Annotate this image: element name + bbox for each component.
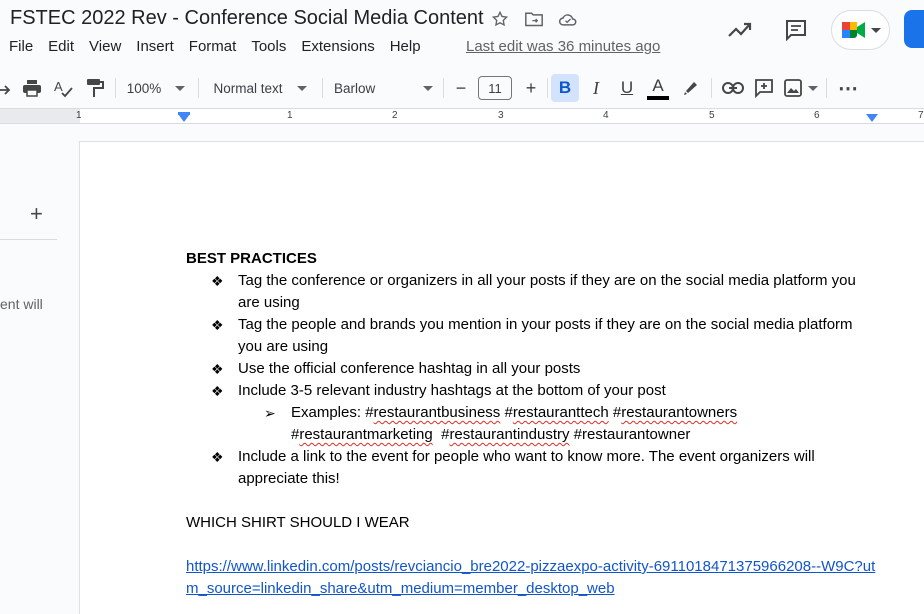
- add-comment-icon[interactable]: [752, 70, 776, 106]
- move-folder-icon[interactable]: [523, 8, 545, 30]
- list-item-text: Include 3-5 relevant industry hashtags at the bottom of your post: [238, 382, 666, 399]
- chevron-down-icon: [175, 86, 185, 91]
- examples-prefix: Examples:: [291, 404, 366, 421]
- ruler-label: 3: [498, 110, 504, 121]
- ruler: [0, 108, 924, 124]
- ruler-margin-left: [0, 109, 80, 123]
- list-item-text: Use the official conference hashtag in all your posts: [238, 360, 581, 377]
- title-bar: [0, 0, 924, 66]
- more-options-icon[interactable]: ⋯: [838, 77, 858, 100]
- menu-tools[interactable]: Tools: [251, 38, 287, 55]
- italic-button[interactable]: I: [593, 77, 599, 98]
- list-item: [186, 270, 876, 314]
- bullet-diamond-icon: ❖: [211, 317, 224, 333]
- bold-button[interactable]: [551, 70, 579, 106]
- heading-which-shirt: WHICH SHIRT SHOULD I WEAR: [186, 514, 410, 531]
- ruler-label: 6: [814, 110, 820, 121]
- text-color-swatch: [647, 96, 669, 100]
- bullet-diamond-icon: ❖: [211, 361, 224, 377]
- font-select[interactable]: [334, 70, 438, 106]
- sub-list-item: [186, 402, 876, 446]
- paint-format-icon[interactable]: [84, 70, 106, 106]
- document-body[interactable]: [186, 248, 876, 600]
- share-button[interactable]: [904, 10, 924, 48]
- menu-bar: [9, 38, 436, 55]
- menu-help[interactable]: Help: [389, 38, 421, 55]
- list-item: [186, 446, 876, 490]
- paragraph-style-select[interactable]: [208, 70, 312, 106]
- meet-button[interactable]: [831, 10, 890, 50]
- linkedin-post-link[interactable]: https://www.linkedin.com/posts/revciancio_bre2022-pizzaexpo-activity-6911018471375966208--W9C?utm_source=linkedin_share&utm_medium=member_desktop_web: [186, 558, 876, 597]
- redo-icon[interactable]: [0, 70, 12, 106]
- menu-format[interactable]: Format: [188, 38, 237, 55]
- right-indent-handle[interactable]: [866, 114, 878, 122]
- bold-icon: B: [551, 74, 579, 102]
- menu-insert[interactable]: Insert: [136, 38, 174, 55]
- bullet-diamond-icon: ❖: [211, 273, 224, 289]
- underline-button[interactable]: U: [620, 78, 634, 97]
- heading-best-practices: BEST PRACTICES: [186, 250, 317, 267]
- toolbar: [0, 70, 924, 106]
- style-value: Normal text: [213, 80, 283, 96]
- ruler-label: 7: [918, 110, 924, 121]
- outline-divider: [0, 239, 57, 240]
- ruler-label: 1: [287, 110, 293, 121]
- bullet-diamond-icon: ❖: [211, 383, 224, 399]
- zoom-value: 100%: [126, 80, 162, 96]
- chevron-down-icon: [871, 28, 881, 33]
- bullet-arrow-icon: ➢: [264, 405, 276, 421]
- ruler-label: 2: [392, 110, 398, 121]
- hashtag: #restaurantmarketing: [291, 426, 433, 443]
- list-item-text: Include a link to the event for people who want to know more. The event organizers will appreciate this!: [238, 448, 815, 487]
- chevron-down-icon: [423, 86, 433, 91]
- document-title[interactable]: FSTEC 2022 Rev - Conference Social Media Content: [10, 7, 484, 29]
- svg-text:A: A: [54, 79, 63, 94]
- star-icon[interactable]: [489, 8, 511, 30]
- left-indent-handle[interactable]: [178, 114, 190, 122]
- cloud-saved-icon[interactable]: [557, 8, 579, 30]
- hashtag: #restaurantowner: [573, 426, 691, 443]
- ruler-label: 1: [76, 110, 82, 121]
- hashtag: #restaurantbusiness: [365, 404, 501, 421]
- chevron-down-icon: [808, 86, 818, 91]
- list-item: [186, 358, 876, 380]
- highlight-icon[interactable]: [679, 70, 703, 106]
- activity-trend-icon[interactable]: [726, 16, 754, 44]
- list-item: [186, 314, 876, 358]
- last-edit-link[interactable]: Last edit was 36 minutes ago: [466, 38, 661, 55]
- outline-panel: [0, 125, 80, 614]
- meet-icon: [841, 20, 867, 40]
- menu-view[interactable]: View: [89, 38, 122, 55]
- outline-snippet[interactable]: ent will: [0, 296, 43, 312]
- hashtag: #restauranttech: [504, 404, 609, 421]
- decrease-font-size-button[interactable]: −: [455, 77, 467, 98]
- font-value: Barlow: [334, 80, 376, 96]
- comment-history-icon[interactable]: [782, 16, 810, 44]
- font-size-field[interactable]: [477, 70, 513, 106]
- document-page[interactable]: [80, 142, 924, 614]
- hashtag: #restaurantowners: [612, 404, 738, 421]
- ruler-label: 5: [709, 110, 715, 121]
- list-item-text: Tag the people and brands you mention in your posts if they are on the social media platform you are using: [238, 316, 853, 355]
- insert-image-button[interactable]: [783, 70, 819, 106]
- add-tab-button[interactable]: +: [30, 201, 43, 226]
- list-item: [186, 380, 876, 402]
- spellcheck-icon[interactable]: [52, 70, 76, 106]
- bullet-diamond-icon: ❖: [211, 449, 224, 465]
- menu-extensions[interactable]: Extensions: [301, 38, 375, 55]
- ruler-label: 4: [603, 110, 609, 121]
- text-color-icon: A: [652, 75, 664, 95]
- menu-edit[interactable]: Edit: [48, 38, 75, 55]
- print-icon[interactable]: [20, 70, 44, 106]
- text-color-button[interactable]: [646, 70, 670, 106]
- link-icon[interactable]: [720, 70, 746, 106]
- hashtag: #restaurantindustry: [441, 426, 570, 443]
- chevron-down-icon: [297, 86, 307, 91]
- menu-file[interactable]: File: [9, 38, 34, 55]
- title-icons: [489, 8, 579, 30]
- font-size-value: 11: [478, 76, 512, 100]
- image-icon: [784, 79, 802, 97]
- list-item-text: Tag the conference or organizers in all your posts if they are on the social media platform you are using: [238, 272, 856, 311]
- zoom-select[interactable]: [124, 70, 188, 106]
- increase-font-size-button[interactable]: +: [525, 77, 537, 98]
